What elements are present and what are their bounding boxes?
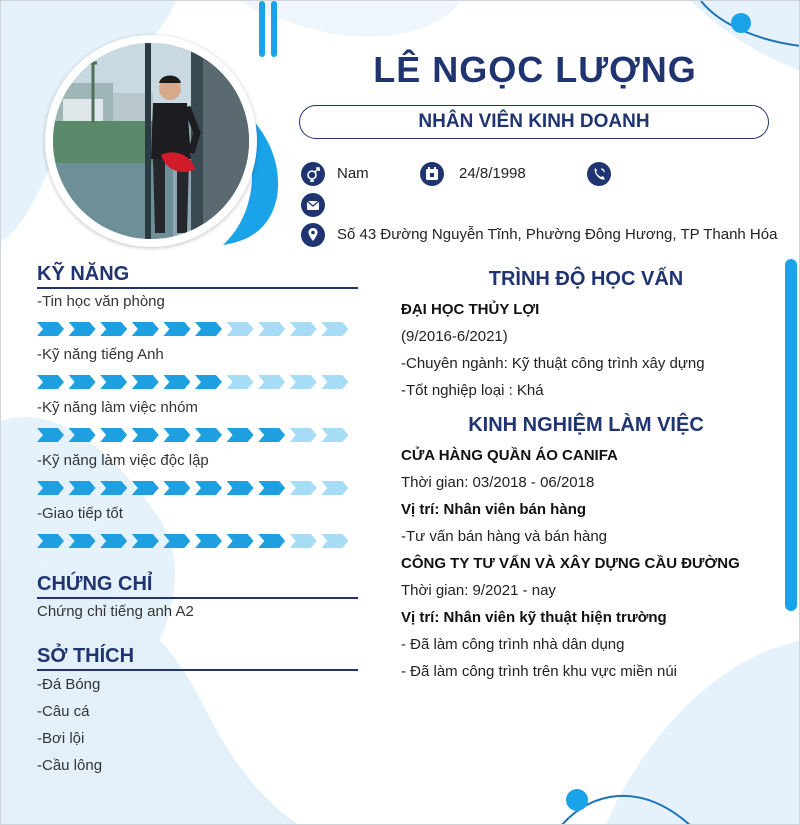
hobbies-heading: SỞ THÍCH — [37, 645, 135, 667]
certificates-divider — [37, 597, 358, 599]
skill-level-bar — [37, 533, 357, 549]
skill-chevron-empty — [227, 375, 254, 389]
education-major: -Chuyên ngành: Kỹ thuật công trình xây dựng — [401, 355, 705, 372]
skill-chevron-filled — [132, 375, 159, 389]
skill-chevron-filled — [100, 428, 127, 442]
job-role: Vị trí: Nhân viên kỹ thuật hiện trường — [401, 609, 667, 626]
skill-chevron-filled — [100, 534, 127, 548]
skill-label: -Giao tiếp tốt — [37, 505, 123, 522]
job-detail: - Đã làm công trình trên khu vực miền núi — [401, 663, 677, 680]
skill-chevron-empty — [290, 375, 317, 389]
skill-chevron-filled — [132, 322, 159, 336]
skill-chevron-filled — [69, 481, 96, 495]
skill-chevron-filled — [132, 481, 159, 495]
skill-chevron-filled — [69, 322, 96, 336]
education-heading: TRÌNH ĐỘ HỌC VẤN — [488, 268, 684, 290]
skill-level-bar — [37, 480, 357, 496]
education-school: ĐẠI HỌC THỦY LỢI — [401, 301, 540, 318]
skills-divider — [37, 287, 358, 289]
hobby-item: -Đá Bóng — [37, 676, 101, 693]
skill-level-bar — [37, 374, 357, 390]
skill-chevron-filled — [163, 322, 190, 336]
skill-chevron-empty — [227, 322, 254, 336]
certificates-heading: CHỨNG CHỈ — [37, 573, 153, 595]
location-icon — [301, 223, 325, 247]
skill-level-bar — [37, 321, 357, 337]
skill-chevron-empty — [290, 322, 317, 336]
profile-photo — [53, 43, 249, 239]
experience-heading: KINH NGHIỆM LÀM VIỆC — [468, 414, 704, 436]
skill-chevron-filled — [37, 534, 64, 548]
hobby-item: -Cầu lông — [37, 757, 103, 774]
gender-value: Nam — [337, 165, 369, 182]
skill-chevron-empty — [290, 534, 317, 548]
skill-chevron-filled — [227, 428, 254, 442]
job-time: Thời gian: 03/2018 - 06/2018 — [401, 474, 595, 491]
skill-chevron-empty — [258, 375, 285, 389]
job-detail: - Đã làm công trình nhà dân dụng — [401, 636, 625, 653]
skill-chevron-filled — [163, 534, 190, 548]
skill-chevron-filled — [100, 481, 127, 495]
skill-chevron-filled — [195, 322, 222, 336]
education-period: (9/2016-6/2021) — [401, 328, 508, 345]
skills-heading: KỸ NĂNG — [37, 263, 130, 285]
skill-level-bar — [37, 427, 357, 443]
skill-label: -Kỹ năng tiếng Anh — [37, 346, 164, 363]
skill-chevron-empty — [321, 322, 348, 336]
job-role: Vị trí: Nhân viên bán hàng — [401, 501, 587, 518]
skill-chevron-filled — [69, 375, 96, 389]
hobby-item: -Bơi lội — [37, 730, 85, 747]
skill-chevron-filled — [132, 428, 159, 442]
skill-chevron-filled — [258, 428, 285, 442]
skill-chevron-filled — [227, 481, 254, 495]
hobby-item: -Câu cá — [37, 703, 90, 720]
skill-chevron-filled — [163, 428, 190, 442]
skill-chevron-filled — [258, 534, 285, 548]
skill-chevron-filled — [37, 375, 64, 389]
skill-chevron-empty — [321, 534, 348, 548]
job-company: CỬA HÀNG QUẦN ÁO CANIFA — [401, 447, 618, 464]
skill-chevron-empty — [290, 481, 317, 495]
skill-chevron-filled — [37, 428, 64, 442]
skill-chevron-filled — [195, 534, 222, 548]
calendar-icon — [420, 162, 444, 186]
education-grade: -Tốt nghiệp loại : Khá — [401, 382, 544, 399]
phone-icon[interactable] — [587, 162, 611, 186]
skill-chevron-filled — [227, 534, 254, 548]
skill-chevron-filled — [195, 481, 222, 495]
skill-chevron-filled — [258, 481, 285, 495]
skill-chevron-filled — [195, 428, 222, 442]
gender-icon — [301, 162, 325, 186]
skill-chevron-filled — [100, 375, 127, 389]
skill-chevron-filled — [37, 322, 64, 336]
skill-label: -Tin học văn phòng — [37, 293, 165, 310]
skill-chevron-filled — [37, 481, 64, 495]
job-time: Thời gian: 9/2021 - nay — [401, 582, 556, 599]
email-icon[interactable] — [301, 193, 325, 217]
skill-chevron-empty — [321, 481, 348, 495]
candidate-name: LÊ NGỌC LƯỢNG — [373, 49, 697, 90]
skill-chevron-empty — [258, 322, 285, 336]
skill-chevron-empty — [321, 375, 348, 389]
skill-chevron-filled — [195, 375, 222, 389]
skill-chevron-filled — [69, 428, 96, 442]
skill-chevron-empty — [321, 428, 348, 442]
skill-label: -Kỹ năng làm việc độc lập — [37, 452, 209, 469]
hobbies-divider — [37, 669, 358, 671]
address-value: Số 43 Đường Nguyễn Tĩnh, Phường Đông Hương, TP Thanh Hóa — [337, 226, 778, 243]
skill-chevron-empty — [290, 428, 317, 442]
skill-chevron-filled — [163, 375, 190, 389]
skill-chevron-filled — [163, 481, 190, 495]
skill-chevron-filled — [132, 534, 159, 548]
job-company: CÔNG TY TƯ VẤN VÀ XÂY DỰNG CẦU ĐƯỜNG — [401, 555, 740, 572]
skill-chevron-filled — [69, 534, 96, 548]
certificate-item: Chứng chỉ tiếng anh A2 — [37, 603, 194, 620]
job-title: NHÂN VIÊN KINH DOANH — [299, 105, 769, 139]
job-detail: -Tư vấn bán hàng và bán hàng — [401, 528, 608, 545]
skill-label: -Kỹ năng làm việc nhóm — [37, 399, 198, 416]
profile-photo-frame — [45, 35, 257, 247]
skill-chevron-filled — [100, 322, 127, 336]
birthdate-value: 24/8/1998 — [459, 165, 526, 182]
